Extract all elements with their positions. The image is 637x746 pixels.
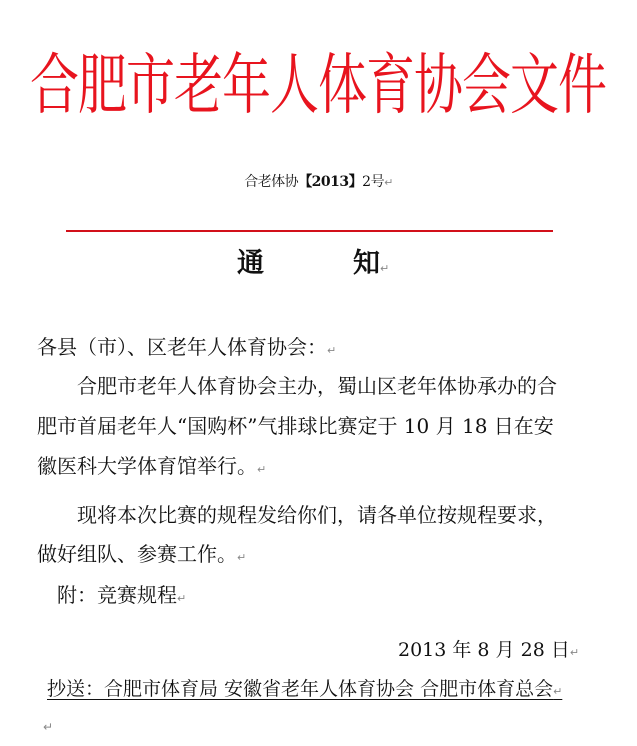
document-number-prefix: 合老体协	[244, 174, 299, 190]
copy-to-line	[47, 676, 562, 705]
attachment-line	[57, 581, 186, 613]
paragraph-1-line-2: 肥市首届老年人“国购杯”气排球比赛定于 10 月 18 日在安	[37, 414, 554, 438]
paragraph-2-line-2-text: 做好组队、参赛工作。	[37, 542, 237, 566]
document-number	[0, 171, 637, 191]
document-date-text: 2013 年 8 月 28 日	[398, 639, 570, 661]
addressee-text: 各县（市）、区老年人体育协会：	[37, 335, 327, 359]
notice-heading-char-2	[353, 246, 389, 287]
document-number-suffix: 2号	[362, 174, 385, 190]
paragraph-2-line-1: 现将本次比赛的规程发给你们，请各单位按规程要求，	[77, 503, 557, 527]
paragraph-1-line-1: 合肥市老年人体育协会主办，蜀山区老年体协承办的合	[77, 374, 557, 398]
copy-to-text: 抄送：合肥市体育局 安徽省老年人体育协会 合肥市体育总会	[47, 678, 554, 700]
paragraph-mark: ↵	[384, 176, 393, 189]
document-header-title: 合肥市老年人体育协会文件	[29, 46, 606, 124]
paragraph-mark: ↵	[237, 551, 247, 564]
notice-heading-char-1: 通	[237, 248, 264, 279]
attachment-text: 附：竞赛规程	[57, 583, 177, 607]
paragraph-2-line-2	[37, 540, 246, 572]
paragraph-mark: ↵	[553, 685, 563, 698]
paragraph-mark: ↵	[380, 262, 390, 275]
paragraph-mark: ↵	[177, 592, 187, 605]
paragraph-1-line-3	[37, 452, 266, 484]
paragraph-mark: ↵	[257, 463, 267, 476]
notice-heading-char-2-text: 知	[353, 248, 380, 279]
paragraph-1-line-3-text: 徽医科大学体育馆举行。	[37, 454, 257, 478]
addressee-line	[37, 333, 336, 365]
paragraph-mark: ↵	[327, 344, 337, 357]
paragraph-mark: ↵	[569, 646, 580, 659]
red-divider-line	[66, 230, 553, 232]
trailing-paragraph-mark: ↵	[43, 720, 54, 734]
document-date	[398, 636, 579, 667]
document-number-year: 【2013】	[298, 174, 363, 190]
